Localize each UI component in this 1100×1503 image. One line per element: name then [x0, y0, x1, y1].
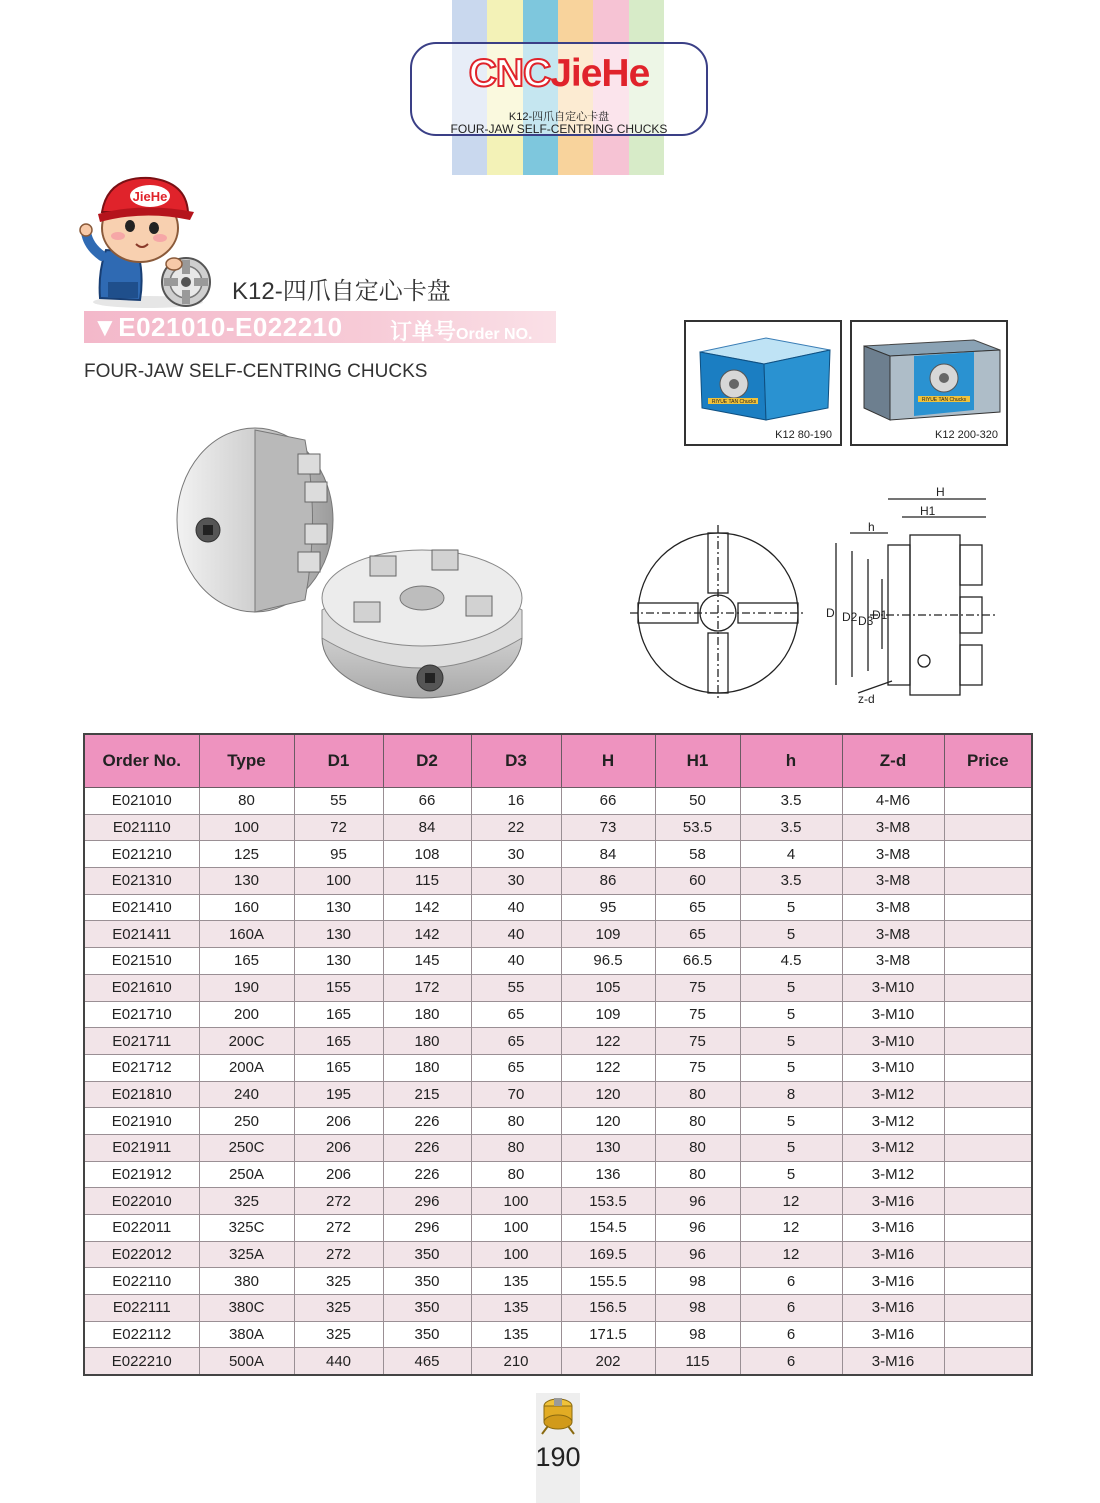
table-cell: E021411 — [84, 921, 199, 948]
table-cell: 115 — [655, 1348, 740, 1375]
table-row — [84, 948, 1032, 975]
table-cell: 100 — [471, 1188, 561, 1215]
table-cell: 30 — [471, 841, 561, 868]
table-cell: 98 — [655, 1295, 740, 1322]
dim-label-h-total: H — [936, 485, 945, 499]
mascot-illustration — [78, 172, 218, 310]
table-header-row — [84, 734, 1032, 788]
table-cell: 100 — [471, 1241, 561, 1268]
table-cell: 75 — [655, 1001, 740, 1028]
table-cell: 3-M8 — [842, 921, 944, 948]
page-number: 190 — [535, 1442, 581, 1472]
table-cell: 156.5 — [561, 1295, 655, 1322]
table-cell: 325C — [199, 1215, 294, 1242]
table-cell — [944, 894, 1032, 921]
table-cell: 125 — [199, 841, 294, 868]
table-cell — [944, 948, 1032, 975]
table-cell: 80 — [199, 788, 294, 815]
table-cell: E022110 — [84, 1268, 199, 1295]
table-cell: E022012 — [84, 1241, 199, 1268]
table-cell: 53.5 — [655, 814, 740, 841]
table-cell: 5 — [740, 1054, 842, 1081]
table-cell — [944, 1108, 1032, 1135]
table-column-header: Order No. — [84, 734, 199, 788]
table-row — [84, 1215, 1032, 1242]
dim-label-d: D — [826, 606, 835, 620]
dim-label-h1: H1 — [920, 504, 936, 518]
table-cell: 6 — [740, 1321, 842, 1348]
table-cell: 200C — [199, 1028, 294, 1055]
table-cell: E022010 — [84, 1188, 199, 1215]
table-row — [84, 1241, 1032, 1268]
header-subtitle-cn: K12-四爪自定心卡盘 — [508, 111, 610, 123]
table-cell: 206 — [294, 1108, 383, 1135]
table-row — [84, 1108, 1032, 1135]
table-cell: 325 — [294, 1321, 383, 1348]
dim-label-d1: D1 — [872, 608, 888, 622]
table-cell: 72 — [294, 814, 383, 841]
table-cell: 5 — [740, 1134, 842, 1161]
table-cell: 5 — [740, 1028, 842, 1055]
table-cell: 95 — [561, 894, 655, 921]
table-cell: 190 — [199, 974, 294, 1001]
table-cell: 202 — [561, 1348, 655, 1375]
package-box-text-large: RIYUE TAN Chucks — [921, 397, 967, 403]
table-row — [84, 1161, 1032, 1188]
table-cell: 350 — [383, 1295, 471, 1322]
table-cell: 3.5 — [740, 868, 842, 895]
table-cell: 12 — [740, 1215, 842, 1242]
table-cell — [944, 1321, 1032, 1348]
table-cell: E021410 — [84, 894, 199, 921]
table-cell: E021912 — [84, 1161, 199, 1188]
table-cell: 100 — [471, 1215, 561, 1242]
table-cell — [944, 1188, 1032, 1215]
table-cell: 98 — [655, 1321, 740, 1348]
table-cell: 165 — [199, 948, 294, 975]
table-cell: 12 — [740, 1241, 842, 1268]
table-cell: 5 — [740, 974, 842, 1001]
table-cell — [944, 1001, 1032, 1028]
footer-mini-chuck-icon — [540, 1396, 576, 1436]
order-number-label — [390, 315, 532, 346]
table-row — [84, 1001, 1032, 1028]
table-cell: 325 — [199, 1188, 294, 1215]
table-cell: 105 — [561, 974, 655, 1001]
table-cell: 75 — [655, 1054, 740, 1081]
table-column-header: D3 — [471, 734, 561, 788]
table-row — [84, 868, 1032, 895]
table-cell: 75 — [655, 1028, 740, 1055]
table-column-header: Z-d — [842, 734, 944, 788]
table-cell: 206 — [294, 1134, 383, 1161]
table-cell: 325 — [294, 1268, 383, 1295]
specification-table — [83, 733, 1033, 1376]
table-cell: 5 — [740, 921, 842, 948]
table-cell: 50 — [655, 788, 740, 815]
table-cell: 55 — [471, 974, 561, 1001]
table-cell: 169.5 — [561, 1241, 655, 1268]
table-cell: 130 — [294, 894, 383, 921]
table-cell: 12 — [740, 1188, 842, 1215]
table-cell: 100 — [199, 814, 294, 841]
table-cell: E021810 — [84, 1081, 199, 1108]
table-cell: 250C — [199, 1134, 294, 1161]
table-cell: 109 — [561, 921, 655, 948]
table-cell: 180 — [383, 1028, 471, 1055]
table-row — [84, 921, 1032, 948]
table-cell: 380A — [199, 1321, 294, 1348]
table-row — [84, 814, 1032, 841]
table-cell: 120 — [561, 1108, 655, 1135]
table-cell: E021510 — [84, 948, 199, 975]
table-row — [84, 1268, 1032, 1295]
table-cell: 22 — [471, 814, 561, 841]
table-cell: 66 — [383, 788, 471, 815]
table-cell: 226 — [383, 1161, 471, 1188]
table-cell: 65 — [471, 1054, 561, 1081]
table-row — [84, 1028, 1032, 1055]
table-cell — [944, 1054, 1032, 1081]
table-cell — [944, 1161, 1032, 1188]
table-cell: 3.5 — [740, 788, 842, 815]
table-cell — [944, 814, 1032, 841]
table-cell: 465 — [383, 1348, 471, 1375]
table-cell: 500A — [199, 1348, 294, 1375]
table-cell: 3-M10 — [842, 1001, 944, 1028]
table-cell: 171.5 — [561, 1321, 655, 1348]
table-cell: E022111 — [84, 1295, 199, 1322]
table-cell: 40 — [471, 948, 561, 975]
table-cell: E021610 — [84, 974, 199, 1001]
table-cell: 96 — [655, 1241, 740, 1268]
table-cell: 165 — [294, 1028, 383, 1055]
table-cell: 80 — [655, 1161, 740, 1188]
table-cell: E021911 — [84, 1134, 199, 1161]
table-cell: E022112 — [84, 1321, 199, 1348]
table-cell: 296 — [383, 1215, 471, 1242]
table-cell: 380C — [199, 1295, 294, 1322]
table-cell: 95 — [294, 841, 383, 868]
table-cell — [944, 1134, 1032, 1161]
package-photo-small — [684, 320, 842, 446]
table-column-header: Type — [199, 734, 294, 788]
table-cell: 65 — [471, 1028, 561, 1055]
table-cell: 142 — [383, 921, 471, 948]
table-cell: 4.5 — [740, 948, 842, 975]
table-cell: 3-M16 — [842, 1215, 944, 1242]
table-cell: 3-M16 — [842, 1348, 944, 1375]
table-cell: 3-M10 — [842, 1028, 944, 1055]
table-cell: 142 — [383, 894, 471, 921]
table-cell: 3-M12 — [842, 1161, 944, 1188]
table-cell — [944, 1268, 1032, 1295]
table-cell: 96 — [655, 1188, 740, 1215]
table-cell: 160A — [199, 921, 294, 948]
table-row — [84, 974, 1032, 1001]
table-cell: 130 — [561, 1134, 655, 1161]
order-label-cn: 订单号 — [390, 319, 457, 344]
table-row — [84, 1081, 1032, 1108]
package-box-text-small: RIYUE TAN Chucks — [711, 399, 757, 405]
table-cell: 122 — [561, 1054, 655, 1081]
table-cell: 73 — [561, 814, 655, 841]
table-cell — [944, 1295, 1032, 1322]
table-row — [84, 841, 1032, 868]
table-cell: 4-M6 — [842, 788, 944, 815]
table-row — [84, 894, 1032, 921]
table-cell: 75 — [655, 974, 740, 1001]
table-cell: 325 — [294, 1295, 383, 1322]
table-cell: E021712 — [84, 1054, 199, 1081]
table-cell: 66 — [561, 788, 655, 815]
table-row — [84, 1295, 1032, 1322]
table-cell — [944, 1348, 1032, 1375]
table-cell: 3-M10 — [842, 974, 944, 1001]
table-cell: 136 — [561, 1161, 655, 1188]
table-cell: 3-M12 — [842, 1108, 944, 1135]
table-cell: 130 — [294, 921, 383, 948]
table-cell: E021310 — [84, 868, 199, 895]
table-cell: 40 — [471, 894, 561, 921]
table-cell: 80 — [471, 1161, 561, 1188]
table-cell: 98 — [655, 1268, 740, 1295]
table-cell: 325A — [199, 1241, 294, 1268]
table-cell: E021110 — [84, 814, 199, 841]
table-column-header: H — [561, 734, 655, 788]
table-cell: 180 — [383, 1001, 471, 1028]
package-box-large — [854, 324, 1008, 428]
table-cell: 135 — [471, 1268, 561, 1295]
table-cell: 350 — [383, 1241, 471, 1268]
table-cell: 100 — [294, 868, 383, 895]
table-cell: 155.5 — [561, 1268, 655, 1295]
brand-cnc: CNC — [468, 52, 551, 95]
table-cell: 272 — [294, 1188, 383, 1215]
table-cell: E021710 — [84, 1001, 199, 1028]
table-column-header: D1 — [294, 734, 383, 788]
product-title-cn: K12-四爪自定心卡盘 — [232, 278, 451, 305]
table-cell: 96 — [655, 1215, 740, 1242]
table-cell — [944, 1028, 1032, 1055]
table-cell: 3-M16 — [842, 1321, 944, 1348]
table-cell: 350 — [383, 1268, 471, 1295]
table-cell: 296 — [383, 1188, 471, 1215]
table-cell: 3-M10 — [842, 1054, 944, 1081]
table-cell: 195 — [294, 1081, 383, 1108]
table-cell: 3-M12 — [842, 1134, 944, 1161]
table-cell: 380 — [199, 1268, 294, 1295]
table-column-header: H1 — [655, 734, 740, 788]
table-cell: 240 — [199, 1081, 294, 1108]
table-cell: 135 — [471, 1295, 561, 1322]
product-title-en: FOUR-JAW SELF-CENTRING CHUCKS — [84, 361, 428, 382]
table-cell: 3-M8 — [842, 814, 944, 841]
table-cell: E021711 — [84, 1028, 199, 1055]
table-cell: 250A — [199, 1161, 294, 1188]
table-cell: 109 — [561, 1001, 655, 1028]
table-cell: 5 — [740, 1001, 842, 1028]
table-cell: 215 — [383, 1081, 471, 1108]
package-photo-large — [850, 320, 1008, 446]
table-cell: 84 — [383, 814, 471, 841]
package-box-small — [688, 324, 842, 428]
table-row — [84, 1321, 1032, 1348]
table-column-header: h — [740, 734, 842, 788]
chuck-product-photo — [160, 420, 540, 710]
table-cell: 80 — [471, 1134, 561, 1161]
table-cell: 3-M12 — [842, 1081, 944, 1108]
table-cell: 86 — [561, 868, 655, 895]
table-cell: 160 — [199, 894, 294, 921]
table-cell: 226 — [383, 1108, 471, 1135]
table-cell: 65 — [655, 921, 740, 948]
table-cell: 172 — [383, 974, 471, 1001]
table-cell: 120 — [561, 1081, 655, 1108]
table-cell: 153.5 — [561, 1188, 655, 1215]
table-cell: 206 — [294, 1161, 383, 1188]
table-cell: 6 — [740, 1295, 842, 1322]
table-cell: 272 — [294, 1215, 383, 1242]
table-cell — [944, 1215, 1032, 1242]
table-cell: 165 — [294, 1001, 383, 1028]
chuck-technical-drawing — [630, 485, 1000, 705]
order-label-en: Order NO. — [456, 326, 533, 343]
dim-label-h-small: h — [868, 520, 875, 534]
header-subtitle-en: FOUR-JAW SELF-CENTRING CHUCKS — [450, 122, 668, 136]
table-cell: 8 — [740, 1081, 842, 1108]
table-cell: 58 — [655, 841, 740, 868]
table-cell: 55 — [294, 788, 383, 815]
table-cell: 108 — [383, 841, 471, 868]
table-cell — [944, 788, 1032, 815]
table-cell: 3-M8 — [842, 894, 944, 921]
table-cell: 3-M8 — [842, 948, 944, 975]
table-cell: 30 — [471, 868, 561, 895]
table-cell: 154.5 — [561, 1215, 655, 1242]
table-cell: 84 — [561, 841, 655, 868]
table-cell: 130 — [294, 948, 383, 975]
table-row — [84, 788, 1032, 815]
table-cell: 80 — [655, 1081, 740, 1108]
table-column-header: Price — [944, 734, 1032, 788]
table-cell: 96.5 — [561, 948, 655, 975]
table-cell: 66.5 — [655, 948, 740, 975]
table-row — [84, 1054, 1032, 1081]
table-cell: 200 — [199, 1001, 294, 1028]
order-number-range: ▼E021010-E022210 — [92, 312, 343, 342]
table-cell — [944, 841, 1032, 868]
brand-name: JieHe — [550, 52, 650, 95]
table-cell: 5 — [740, 1161, 842, 1188]
table-cell: 200A — [199, 1054, 294, 1081]
table-cell: 165 — [294, 1054, 383, 1081]
dim-label-d2: D2 — [842, 610, 858, 624]
table-cell: 4 — [740, 841, 842, 868]
table-row — [84, 1188, 1032, 1215]
table-cell: 80 — [471, 1108, 561, 1135]
table-cell: 350 — [383, 1321, 471, 1348]
table-cell: 130 — [199, 868, 294, 895]
table-row — [84, 1348, 1032, 1375]
table-cell: 3-M16 — [842, 1295, 944, 1322]
table-cell: 250 — [199, 1108, 294, 1135]
table-cell: E022210 — [84, 1348, 199, 1375]
table-cell: E021010 — [84, 788, 199, 815]
table-cell: 3-M16 — [842, 1188, 944, 1215]
mascot-cap-text: JieHe — [132, 189, 168, 204]
table-cell: 272 — [294, 1241, 383, 1268]
table-cell: 115 — [383, 868, 471, 895]
table-cell — [944, 1241, 1032, 1268]
table-cell: 155 — [294, 974, 383, 1001]
table-cell: 16 — [471, 788, 561, 815]
table-cell: 180 — [383, 1054, 471, 1081]
table-cell: 5 — [740, 1108, 842, 1135]
table-cell: 6 — [740, 1268, 842, 1295]
table-cell: 210 — [471, 1348, 561, 1375]
table-cell — [944, 921, 1032, 948]
table-column-header: D2 — [383, 734, 471, 788]
table-cell: 3.5 — [740, 814, 842, 841]
table-cell: E021210 — [84, 841, 199, 868]
table-cell: 5 — [740, 894, 842, 921]
table-cell: 60 — [655, 868, 740, 895]
table-cell — [944, 868, 1032, 895]
table-cell: 65 — [655, 894, 740, 921]
table-cell: 3-M16 — [842, 1268, 944, 1295]
table-cell: 80 — [655, 1108, 740, 1135]
table-cell: 3-M16 — [842, 1241, 944, 1268]
table-cell: 6 — [740, 1348, 842, 1375]
table-cell — [944, 974, 1032, 1001]
table-cell: 40 — [471, 921, 561, 948]
table-cell: E022011 — [84, 1215, 199, 1242]
table-cell: 440 — [294, 1348, 383, 1375]
table-cell: 135 — [471, 1321, 561, 1348]
table-cell: 3-M8 — [842, 868, 944, 895]
table-cell: 145 — [383, 948, 471, 975]
package-caption-small: K12 80-190 — [775, 429, 832, 441]
table-row — [84, 1134, 1032, 1161]
table-cell: 80 — [655, 1134, 740, 1161]
brand-logo — [410, 52, 708, 96]
table-cell: 65 — [471, 1001, 561, 1028]
table-body — [84, 788, 1032, 1376]
table-cell: 70 — [471, 1081, 561, 1108]
package-caption-large: K12 200-320 — [935, 429, 998, 441]
table-cell: E021910 — [84, 1108, 199, 1135]
table-cell — [944, 1081, 1032, 1108]
table-cell: 226 — [383, 1134, 471, 1161]
table-cell: 122 — [561, 1028, 655, 1055]
table-cell: 3-M8 — [842, 841, 944, 868]
dim-label-zd: z-d — [858, 692, 875, 705]
dim-label-d3: D3 — [858, 614, 874, 628]
